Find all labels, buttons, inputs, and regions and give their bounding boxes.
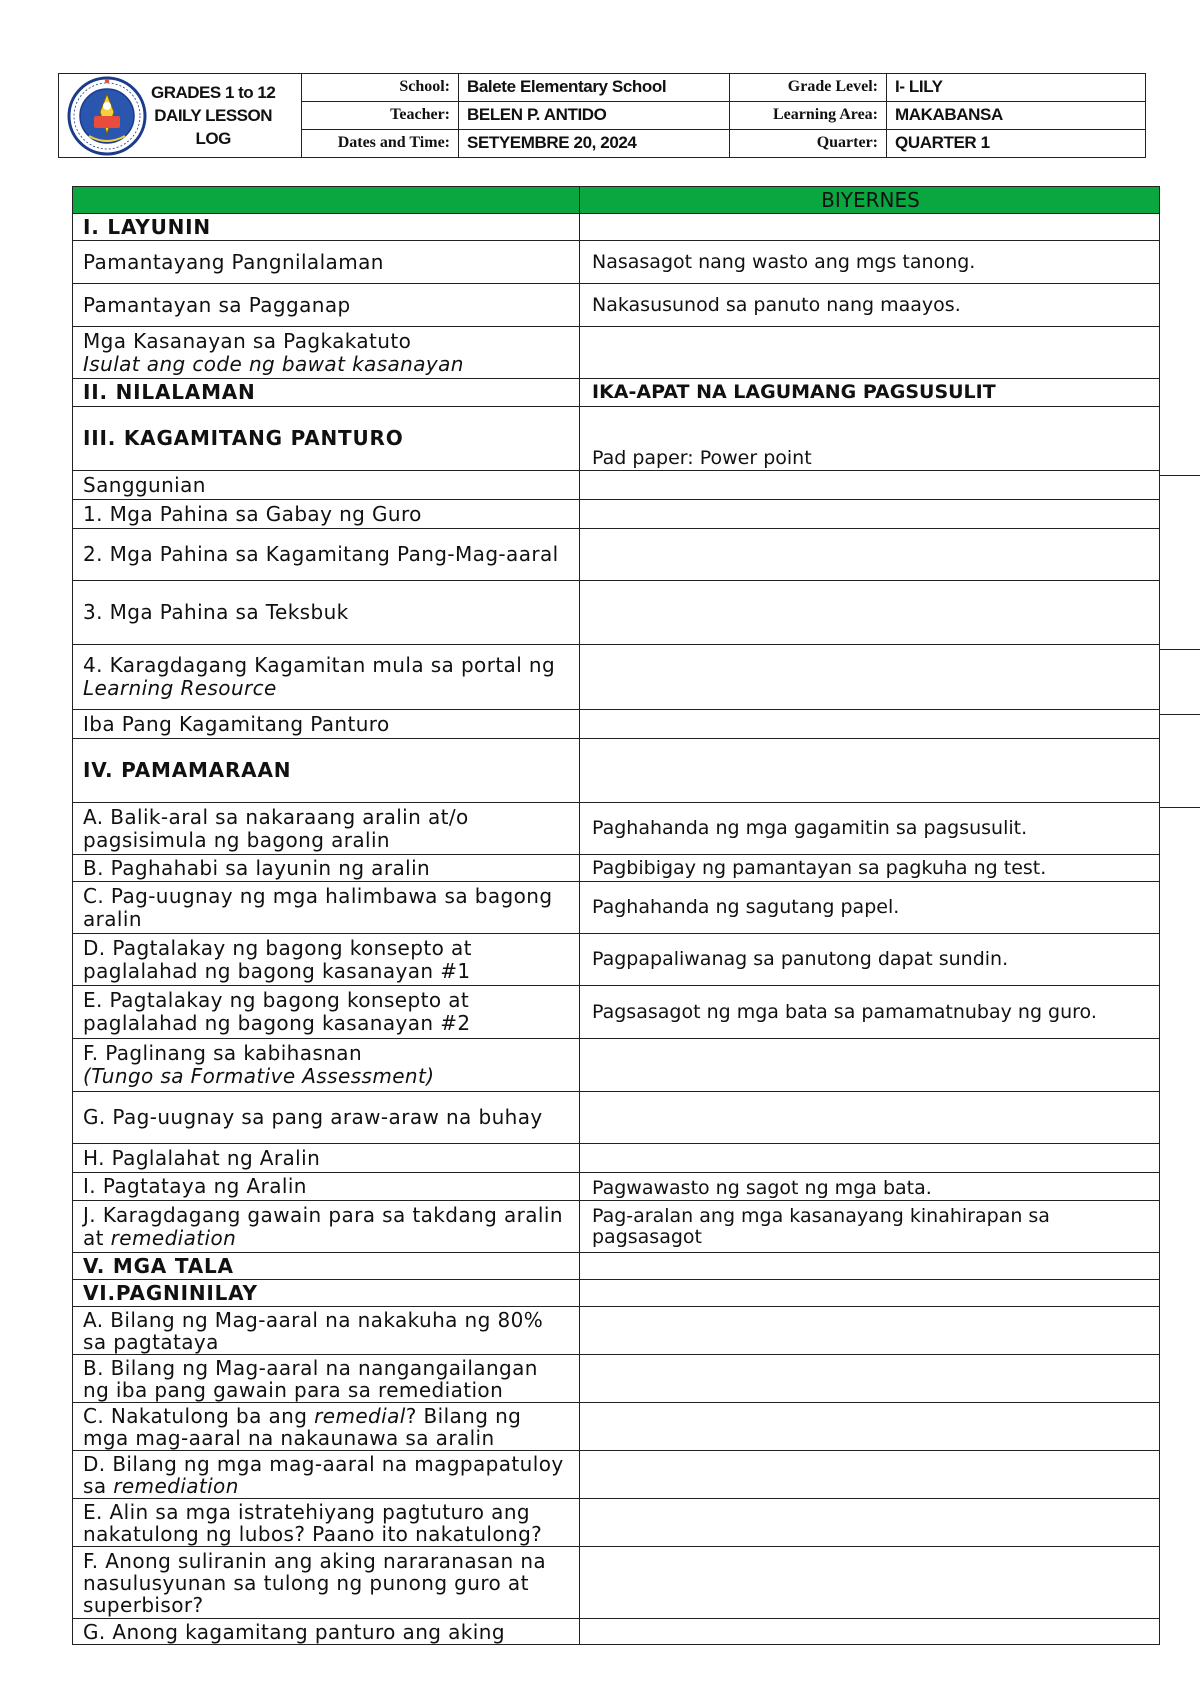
table-row	[73, 934, 1160, 986]
empty-cell	[580, 710, 1160, 739]
row-label: G. Anong kagamitang panturo ang aking	[73, 1619, 580, 1645]
row-value: Pagsasagot ng mga bata sa pamamatnubay ng guro.	[580, 986, 1160, 1039]
row-value: Pagpapaliwanag sa panutong dapat sundin.	[580, 934, 1160, 986]
table-row	[73, 1280, 1160, 1307]
table-row	[73, 739, 1160, 803]
empty-cell	[580, 1280, 1160, 1307]
row-label: B. Paghahabi sa layunin ng aralin	[73, 855, 580, 882]
table-row	[73, 379, 1160, 407]
empty-cell	[580, 529, 1160, 581]
empty-cell	[580, 500, 1160, 529]
table-row	[73, 214, 1160, 241]
empty-cell	[580, 214, 1160, 241]
paglinang-label: F. Paglinang sa kabihasnan	[83, 1041, 363, 1065]
kasanayan-label: Mga Kasanayan sa Pagkakatuto	[83, 328, 412, 353]
table-row	[73, 284, 1160, 327]
empty-cell	[580, 1547, 1160, 1619]
empty-cell	[580, 471, 1160, 500]
teacher-label: Teacher:	[302, 101, 459, 129]
row-label: Pamantayang Pangnilalaman	[73, 241, 580, 284]
school-label: School:	[302, 74, 459, 102]
table-row	[73, 1307, 1160, 1355]
row-value: Nasasagot nang wasto ang mgs tanong.	[580, 241, 1160, 284]
table-row	[73, 1499, 1160, 1547]
day-header-row	[73, 187, 1160, 214]
empty-cell	[580, 1355, 1160, 1403]
dates-value: SETYEMBRE 20, 2024	[459, 129, 730, 157]
table-row	[73, 1403, 1160, 1451]
empty-cell	[580, 1619, 1160, 1645]
row-label: Iba Pang Kagamitang Panturo	[73, 710, 580, 739]
table-row	[73, 241, 1160, 284]
grade-level-value: I- LILY	[887, 74, 1146, 102]
section-tala: V. MGA TALA	[73, 1253, 580, 1280]
empty-cell	[580, 1092, 1160, 1144]
empty-cell	[580, 1144, 1160, 1173]
remedial-text-1: C. Nakatulong ba ang	[83, 1403, 315, 1428]
remedial-text-2: ? Bilang ng mga mag-aaral na nakaunawa sa aralin	[83, 1403, 522, 1450]
row-label: F. Anong suliranin ang aking nararanasan na nasulusyunan sa tulong ng punong guro at superbisor?	[73, 1547, 580, 1619]
row-value: Pag-aralan ang mga kasanayang kinahirapan sa pagsasagot	[580, 1201, 1160, 1253]
row-label: B. Bilang ng Mag-aaral na nangangailangan ng iba pang gawain para sa remediation	[73, 1355, 580, 1403]
quarter-label: Quarter:	[730, 129, 887, 157]
header-table	[58, 73, 1146, 158]
row-label	[73, 1451, 580, 1499]
row-label	[73, 1201, 580, 1253]
table-row	[73, 471, 1160, 500]
row-label: A. Bilang ng Mag-aaral na nakakuha ng 80% sa pagtataya	[73, 1307, 580, 1355]
row-label: I. Pagtataya ng Aralin	[73, 1173, 580, 1201]
day-label: BIYERNES	[580, 187, 1160, 214]
table-row	[73, 1253, 1160, 1280]
table-row	[73, 1547, 1160, 1619]
row-label	[73, 645, 580, 710]
row-label	[73, 1039, 580, 1092]
section-nilalaman: II. NILALAMAN	[73, 379, 580, 407]
row-label: H. Paglalahat ng Aralin	[73, 1144, 580, 1173]
grade-level-label: Grade Level:	[730, 74, 887, 102]
row-label: 2. Mga Pahina sa Kagamitang Pang-Mag-aaral	[73, 529, 580, 581]
section-kagamitan: III. KAGAMITANG PANTURO	[73, 407, 580, 471]
row-value: Pagbibigay ng pamantayan sa pagkuha ng test.	[580, 855, 1160, 882]
table-row	[73, 710, 1160, 739]
table-row	[73, 803, 1160, 855]
dates-label: Dates and Time:	[302, 129, 459, 157]
title-line-1: GRADES 1 to 12	[151, 83, 276, 102]
empty-cell	[580, 1499, 1160, 1547]
table-row	[73, 327, 1160, 379]
title-line-3: LOG	[195, 129, 231, 148]
table-row	[73, 500, 1160, 529]
rule-stub	[1159, 807, 1200, 808]
table-row	[73, 1355, 1160, 1403]
table-row	[73, 1451, 1160, 1499]
teacher-value: BELEN P. ANTIDO	[459, 101, 730, 129]
band-empty-cell	[73, 187, 580, 214]
row-label: A. Balik-aral sa nakaraang aralin at/o pagsisimula ng bagong aralin	[73, 803, 580, 855]
row-label: Sanggunian	[73, 471, 580, 500]
table-row	[73, 645, 1160, 710]
table-row	[73, 1173, 1160, 1201]
learning-area-value: MAKABANSA	[887, 101, 1146, 129]
deped-seal-icon	[67, 76, 147, 156]
magpapatuloy-text: D. Bilang ng mga mag-aaral na magpapatuloy sa	[83, 1451, 564, 1498]
quarter-value: QUARTER 1	[887, 129, 1146, 157]
magpapatuloy-italic: remediation	[113, 1473, 239, 1498]
row-value: Paghahanda ng mga gagamitin sa pagsusulit.	[580, 803, 1160, 855]
paglinang-note: (Tungo sa Formative Assessment)	[83, 1064, 435, 1088]
row-label: G. Pag-uugnay sa pang araw-araw na buhay	[73, 1092, 580, 1144]
table-row	[73, 407, 1160, 471]
row-value: Pagwawasto ng sagot ng mga bata.	[580, 1173, 1160, 1201]
row-label: D. Pagtalakay ng bagong konsepto at paglalahad ng bagong kasanayan #1	[73, 934, 580, 986]
table-row	[73, 1144, 1160, 1173]
row-label: E. Alin sa mga istratehiyang pagtuturo ang nakatulong ng lubos? Paano ito nakatulong?	[73, 1499, 580, 1547]
row-value: Paghahanda ng sagutang papel.	[580, 882, 1160, 934]
section-pagninilay: VI.PAGNINILAY	[73, 1280, 580, 1307]
table-row	[73, 986, 1160, 1039]
remedial-italic: remedial	[314, 1403, 406, 1428]
school-value: Balete Elementary School	[459, 74, 730, 102]
empty-cell	[580, 327, 1160, 379]
row-label: Pamantayan sa Pagganap	[73, 284, 580, 327]
header-logo-cell	[59, 74, 302, 158]
row-label	[73, 327, 580, 379]
table-row	[73, 882, 1160, 934]
row-value: IKA-APAT NA LAGUMANG PAGSUSULIT	[580, 379, 1160, 407]
row-value: Pad paper: Power point	[580, 407, 1160, 471]
row-label	[73, 1403, 580, 1451]
empty-cell	[580, 1039, 1160, 1092]
row-label: 3. Mga Pahina sa Teksbuk	[73, 581, 580, 645]
rule-stub	[1159, 649, 1200, 650]
kasanayan-note: Isulat ang code ng bawat kasanayan	[83, 351, 464, 376]
learning-area-label: Learning Area:	[730, 101, 887, 129]
rule-stub	[1159, 475, 1200, 476]
table-row	[73, 1201, 1160, 1253]
section-layunin: I. LAYUNIN	[73, 214, 580, 241]
empty-cell	[580, 1403, 1160, 1451]
table-row	[73, 855, 1160, 882]
row-value: Nakasusunod sa panuto nang maayos.	[580, 284, 1160, 327]
empty-cell	[580, 1307, 1160, 1355]
table-row	[73, 529, 1160, 581]
row-label: C. Pag-uugnay ng mga halimbawa sa bagong aralin	[73, 882, 580, 934]
table-row	[73, 1619, 1160, 1645]
lesson-log-table	[72, 186, 1160, 1645]
empty-cell	[580, 1253, 1160, 1280]
row-label: E. Pagtalakay ng bagong konsepto at paglalahad ng bagong kasanayan #2	[73, 986, 580, 1039]
title-line-2: DAILY LESSON	[154, 106, 273, 125]
takdang-italic: remediation	[110, 1225, 237, 1250]
rule-stub	[1159, 714, 1200, 715]
empty-cell	[580, 739, 1160, 803]
empty-cell	[580, 645, 1160, 710]
table-row	[73, 1092, 1160, 1144]
table-row	[73, 1039, 1160, 1092]
row-label: 1. Mga Pahina sa Gabay ng Guro	[73, 500, 580, 529]
section-pamamaraan: IV. PAMAMARAAN	[73, 739, 580, 803]
empty-cell	[580, 1451, 1160, 1499]
portal-text: 4. Karagdagang Kagamitan mula sa portal ng	[83, 653, 556, 677]
empty-cell	[580, 581, 1160, 645]
takdang-text: J. Karagdagang gawain para sa takdang aralin at	[83, 1202, 563, 1250]
portal-italic: Learning Resource	[83, 676, 277, 700]
table-row	[73, 581, 1160, 645]
